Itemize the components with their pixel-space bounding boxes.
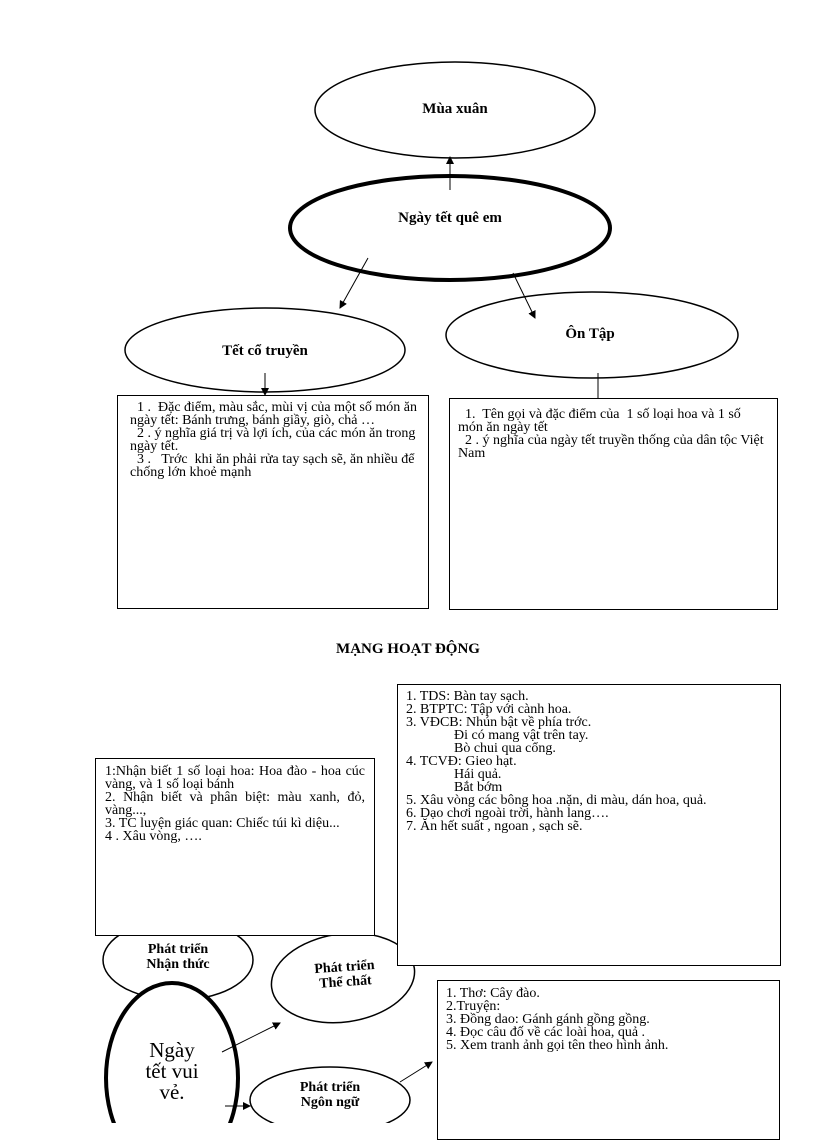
the-chat-line-10: 6. Dạo chơi ngoài trời, hành lang…. bbox=[406, 806, 609, 821]
left-box-line-1: 1 . Đặc điểm, màu sắc, mùi vị của một số món ăn ngày tết: Bánh trưng, bánh giầy, giò, chả … bbox=[130, 400, 421, 428]
ngon-ngu-line-1: 1. Thơ: Cây đào. bbox=[446, 986, 540, 1001]
ngon-ngu-line-2: 2.Truyện: bbox=[446, 999, 501, 1014]
nhan-thuc-line-2: 2. Nhận biết và phân biệt: màu xanh, đỏ, vàng..., bbox=[105, 790, 365, 818]
the-chat-line-11: 7. Ăn hết suất , ngoan , sạch sẽ. bbox=[406, 819, 583, 834]
arrow-to-ngon-ngu-box bbox=[400, 1062, 432, 1082]
the-chat-line-9: 5. Xâu vòng các bông hoa .nặn, di màu, dán hoa, quả. bbox=[406, 793, 707, 808]
the-chat-line-2: 2. BTPTC: Tập với cành hoa. bbox=[406, 702, 572, 717]
center-label: Ngày tết quê em bbox=[398, 210, 502, 226]
root-label: Mùa xuân bbox=[422, 101, 488, 117]
the-chat-line-7: Hái quả. bbox=[454, 767, 502, 782]
section-title: MẠNG HOẠT ĐỘNG bbox=[336, 641, 480, 657]
left-topic-label: Tết cổ truyền bbox=[222, 343, 308, 359]
center-activity-line-3: vẻ. bbox=[159, 1080, 185, 1104]
ngon-ngu-line-4: 4. Đọc câu đố về các loài hoa, quả . bbox=[446, 1025, 646, 1040]
right-topic-label: Ôn Tập bbox=[565, 326, 615, 342]
the-chat-line-6: 4. TCVĐ: Gieo hạt. bbox=[406, 754, 517, 769]
the-chat-line-8: Bắt bớm bbox=[454, 780, 503, 795]
nhan-thuc-label bbox=[118, 942, 238, 972]
the-chat-label-line-2: Thể chất bbox=[318, 973, 373, 992]
the-chat-line-4: Đi có mang vật trên tay. bbox=[454, 728, 589, 743]
ngon-ngu-label-line-1: Phát triển bbox=[299, 1080, 361, 1095]
the-chat-box bbox=[397, 684, 781, 966]
left-box-line-2: 2 . ý nghĩa giá trị và lợi ích, của các món ăn trong ngày tết. bbox=[130, 426, 419, 454]
ngon-ngu-label bbox=[270, 1080, 390, 1110]
the-chat-label-line-1: Phát triển bbox=[313, 957, 376, 978]
right-topic-box bbox=[449, 398, 778, 610]
the-chat-line-5: Bò chui qua cổng. bbox=[454, 741, 556, 756]
center-activity-label bbox=[117, 1040, 227, 1103]
right-box-line-1: 1. Tên gọi và đặc điểm của 1 số loại hoa và 1 số món ăn ngày tết bbox=[458, 407, 745, 435]
ngon-ngu-box bbox=[437, 980, 780, 1140]
ngon-ngu-label-line-2: Ngôn ngữ bbox=[300, 1095, 360, 1110]
ngon-ngu-line-5: 5. Xem tranh ảnh gọi tên theo hình ảnh. bbox=[446, 1038, 669, 1053]
nhan-thuc-line-3: 3. TC luyện giác quan: Chiếc túi kì diệu... bbox=[105, 816, 340, 831]
right-box-line-2: 2 . ý nghĩa của ngày tết truyền thống của dân tộc Việt Nam bbox=[458, 433, 768, 461]
ngon-ngu-line-3: 3. Đồng dao: Gánh gánh gồng gồng. bbox=[446, 1012, 650, 1027]
the-chat-line-3: 3. VĐCB: Nhún bật về phía trớc. bbox=[406, 715, 592, 730]
nhan-thuc-label-line-2: Nhận thức bbox=[146, 957, 210, 972]
nhan-thuc-line-4: 4 . Xâu vòng, …. bbox=[105, 829, 202, 844]
left-topic-box bbox=[117, 395, 429, 609]
nhan-thuc-box bbox=[95, 758, 375, 936]
nhan-thuc-label-line-1: Phát triển bbox=[147, 942, 209, 957]
nhan-thuc-line-1: 1:Nhận biết 1 số loại hoa: Hoa đào - hoa cúc vàng, và 1 số loại bánh bbox=[105, 764, 365, 792]
left-box-line-3: 3 . Trớc khi ăn phải rửa tay sạch sẽ, ăn nhiều để chống lớn khoẻ mạnh bbox=[130, 452, 418, 480]
center-ellipse bbox=[290, 176, 610, 280]
center-activity-line-1: Ngày bbox=[149, 1038, 195, 1062]
the-chat-line-1: 1. TDS: Bàn tay sạch. bbox=[406, 689, 529, 704]
center-activity-line-2: tết vui bbox=[145, 1059, 199, 1083]
